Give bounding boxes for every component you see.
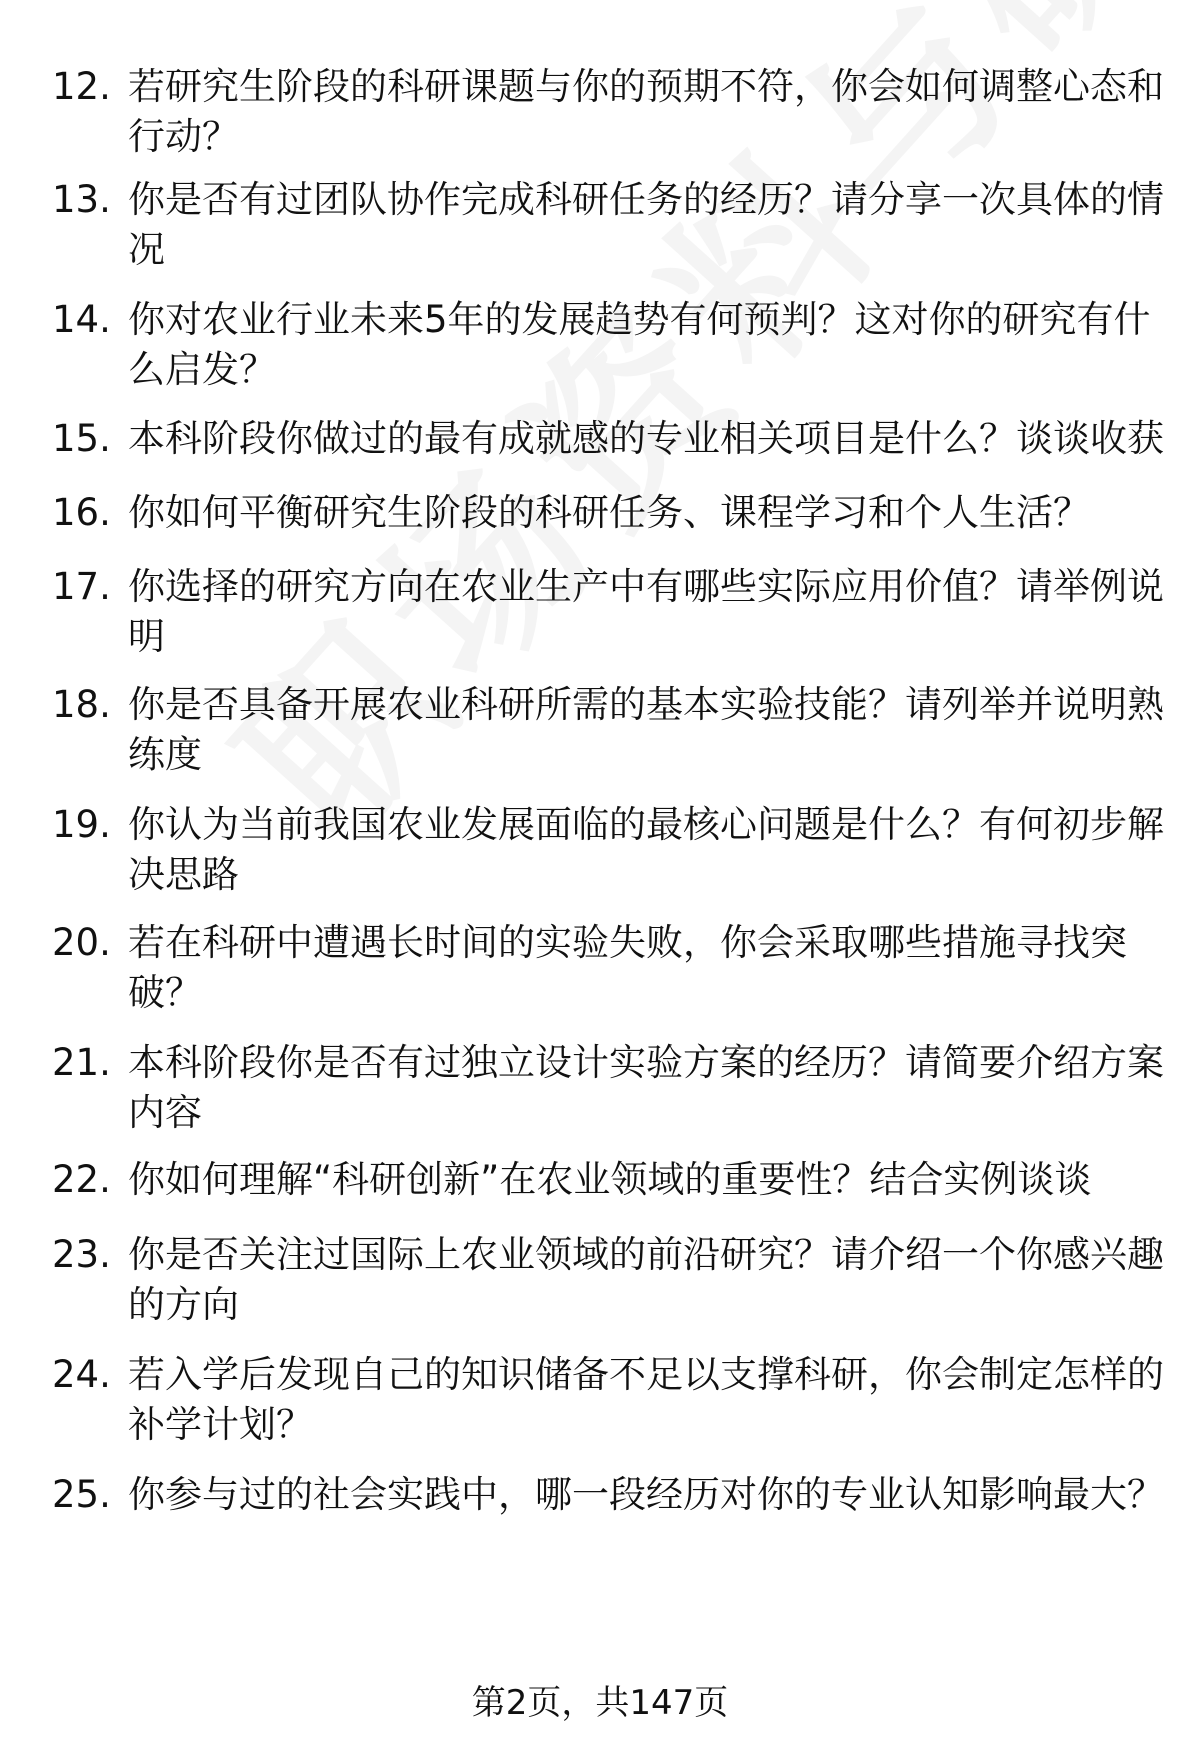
question-number: 25. xyxy=(52,1473,111,1516)
question-text: 你是否有过团队协作完成科研任务的经历？请分享一次具体的情况 xyxy=(128,178,1164,271)
question-number: 21. xyxy=(52,1041,111,1084)
question-number: 16. xyxy=(52,491,111,534)
question-text: 你认为当前我国农业发展面临的最核心问题是什么？有何初步解决思路 xyxy=(128,803,1164,896)
question-text: 你参与过的社会实践中，哪一段经历对你的专业认知影响最大？ xyxy=(128,1473,1164,1516)
question-text: 若入学后发现自己的知识储备不足以支撑科研，你会制定怎样的补学计划？ xyxy=(128,1353,1164,1446)
question-number: 23. xyxy=(52,1233,111,1276)
question-text: 本科阶段你是否有过独立设计实验方案的经历？请简要介绍方案内容 xyxy=(128,1041,1164,1134)
question-number: 13. xyxy=(52,178,111,221)
question-number: 19. xyxy=(52,803,111,846)
question-text: 你对农业行业未来5年的发展趋势有何预判？这对你的研究有什么启发？ xyxy=(128,298,1151,391)
page-number: 第2页，共147页 xyxy=(471,1683,729,1723)
question-number: 14. xyxy=(52,298,111,341)
question-number: 17. xyxy=(52,565,111,608)
question-number: 18. xyxy=(52,683,111,726)
question-text: 你如何平衡研究生阶段的科研任务、课程学习和个人生活？ xyxy=(128,491,1090,534)
question-text: 本科阶段你做过的最有成就感的专业相关项目是什么？谈谈收获 xyxy=(128,417,1164,460)
question-text: 你如何理解“科研创新”在农业领域的重要性？结合实例谈谈 xyxy=(128,1158,1092,1201)
question-text: 若在科研中遭遇长时间的实验失败，你会采取哪些措施寻找突破？ xyxy=(128,921,1127,1014)
question-number: 20. xyxy=(52,921,111,964)
question-text: 你是否关注过国际上农业领域的前沿研究？请介绍一个你感兴趣的方向 xyxy=(128,1233,1164,1326)
question-text: 你选择的研究方向在农业生产中有哪些实际应用价值？请举例说明 xyxy=(128,565,1164,658)
question-number: 22. xyxy=(52,1158,111,1201)
question-text: 若研究生阶段的科研课题与你的预期不符，你会如何调整心态和行动？ xyxy=(128,65,1164,158)
question-number: 12. xyxy=(52,65,111,108)
question-number: 24. xyxy=(52,1353,111,1396)
question-number: 15. xyxy=(52,417,111,460)
question-text: 你是否具备开展农业科研所需的基本实验技能？请列举并说明熟练度 xyxy=(128,683,1164,776)
